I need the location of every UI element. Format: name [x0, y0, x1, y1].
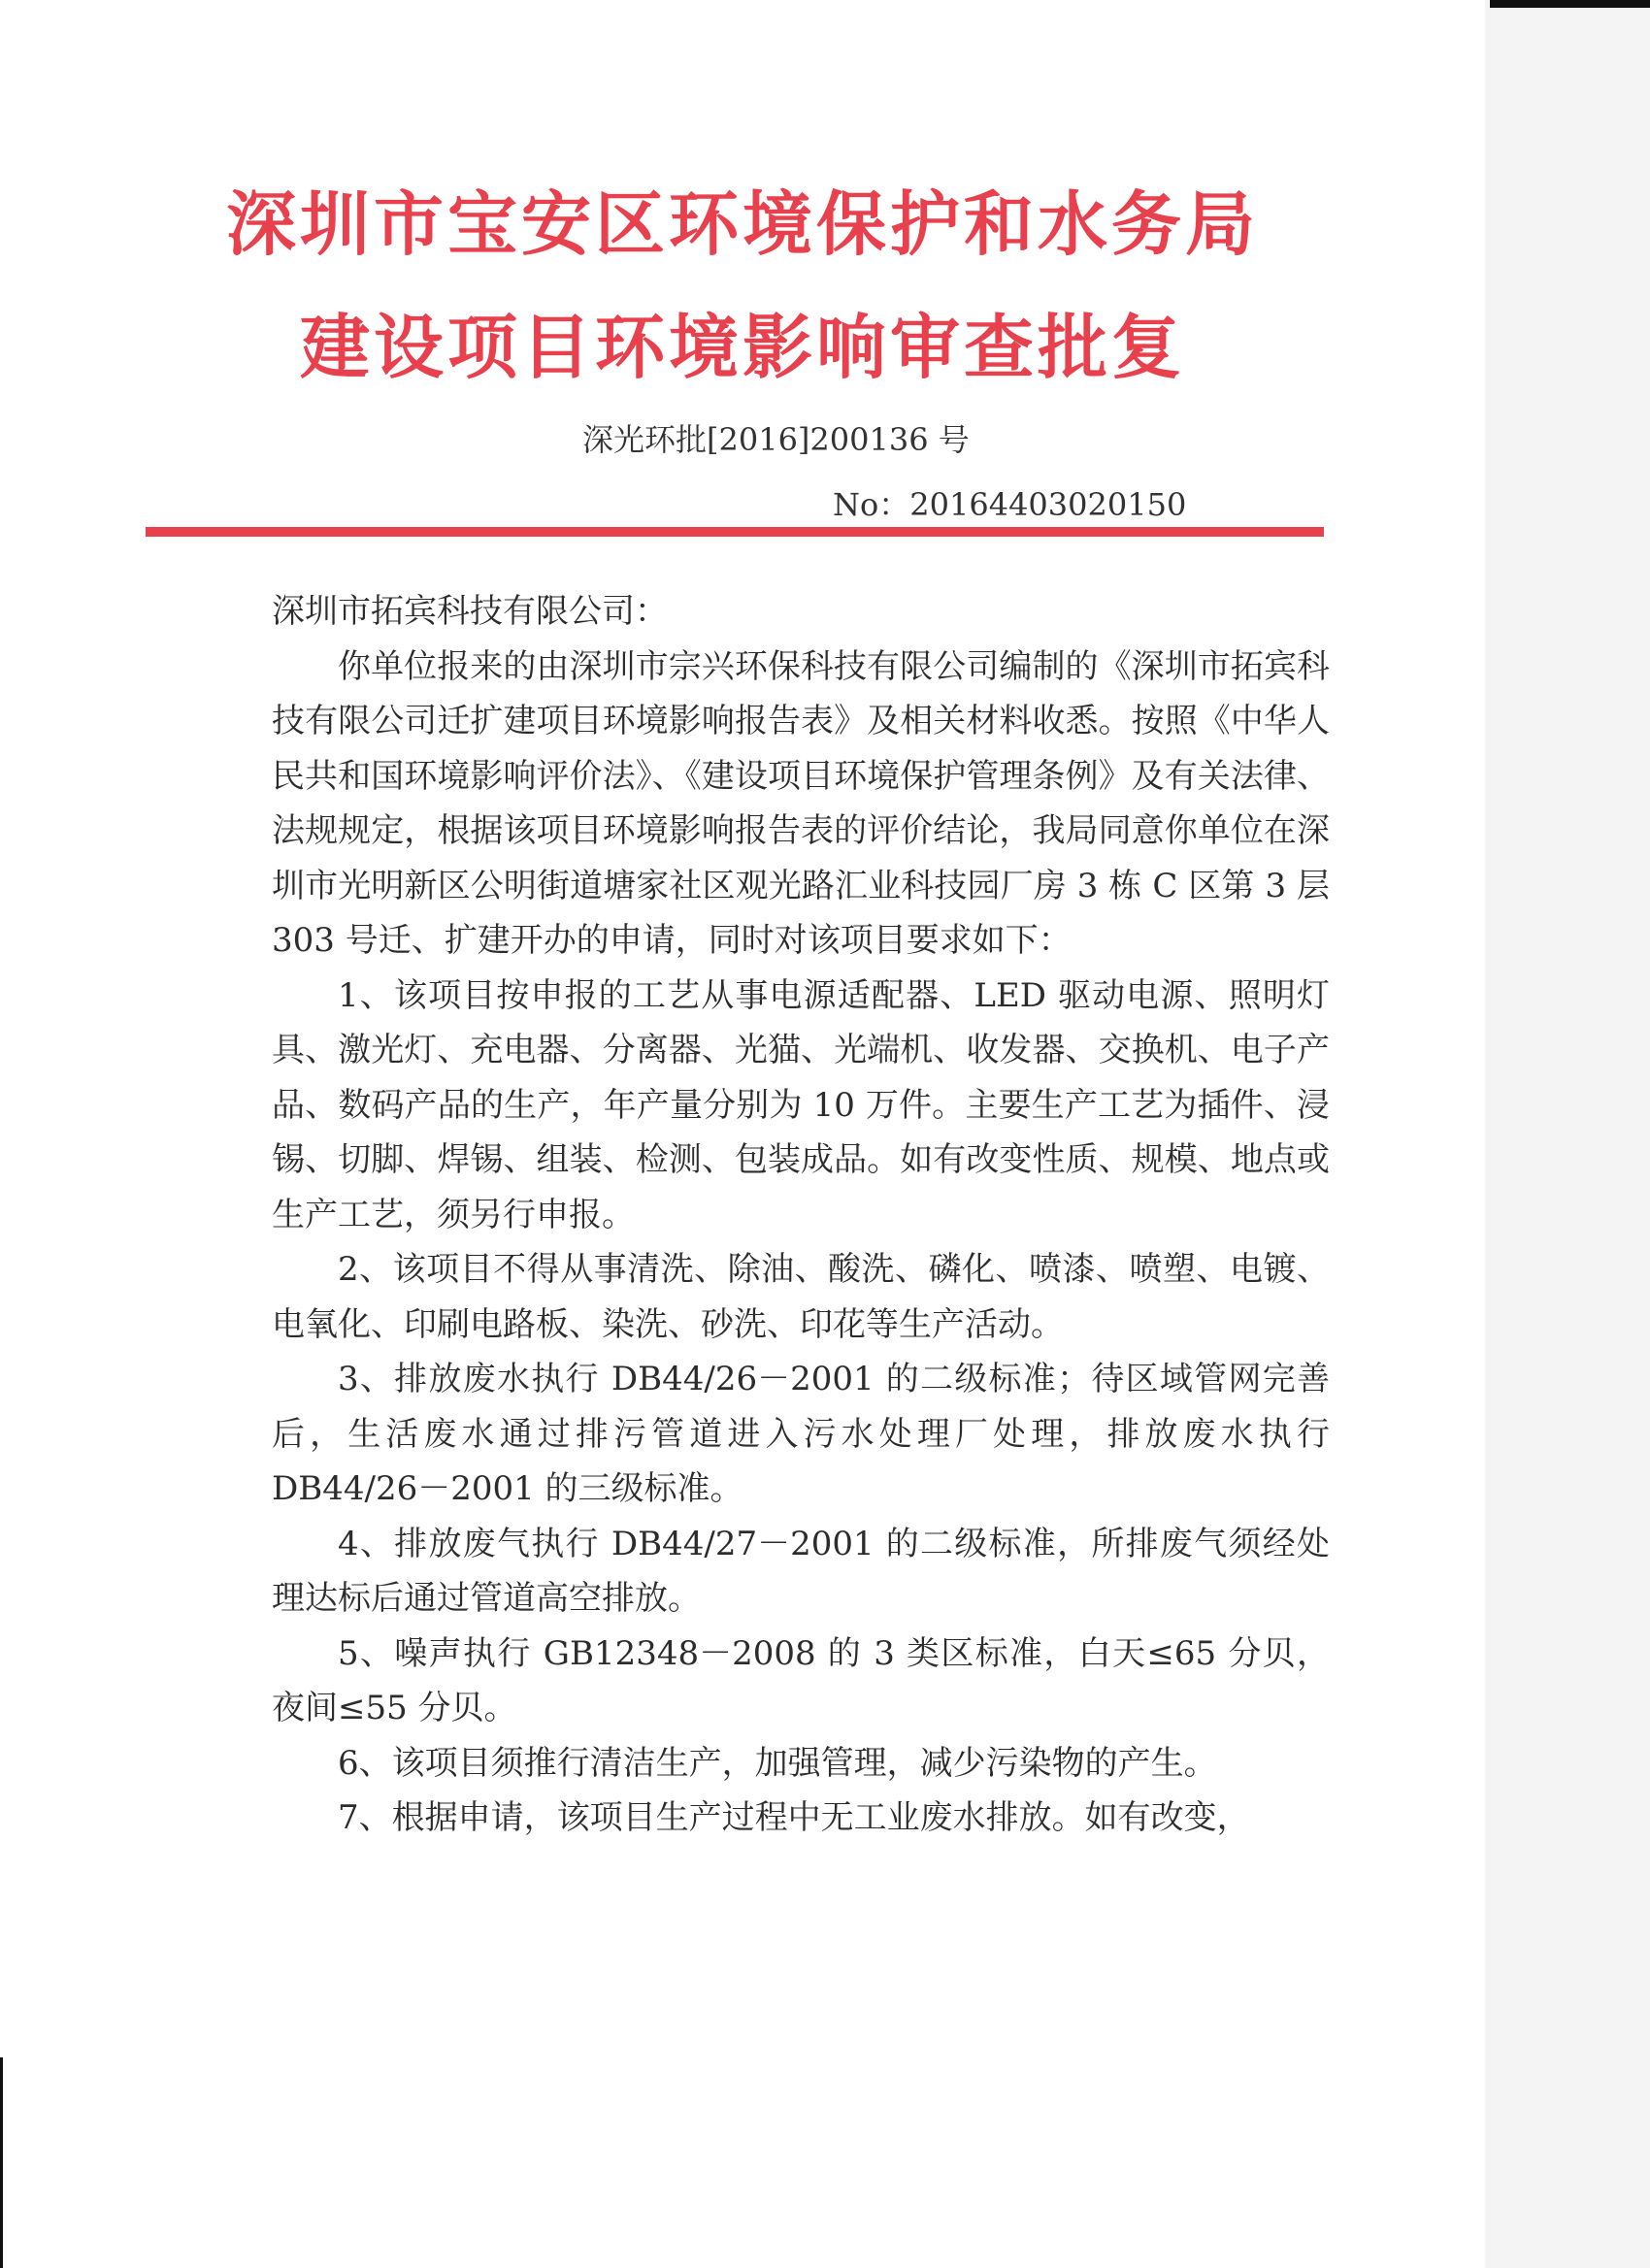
header-divider	[146, 527, 1324, 537]
addressee: 深圳市拓宾科技有限公司：	[272, 592, 668, 631]
intro-paragraph: 你单位报来的由深圳市宗兴环保科技有限公司编制的《深圳市拓宾科技有限公司迁扩建项目环境影响报告表》及相关材料收悉。按照《中华人民共和国环境影响评价法》、《建设项目环境保护管理条例》及有关法律、法规规定，根据该项目环境影响报告表的评价结论，我局同意你单位在深圳市光明新区公明街道塘家社区观光路汇业科技园厂房 3 栋 C 区第 3 层 303 号迁、扩建开办的申请，同时对该项目要求如下：	[272, 646, 1330, 960]
serial-number: No：20164403020150	[833, 486, 1187, 523]
requirement-7: 7、根据申请，该项目生产过程中无工业废水排放。如有改变，	[338, 1798, 1250, 1837]
document-title-line-1: 深圳市宝安区环境保护和水务局	[225, 183, 1259, 265]
scan-border-mark-bottom	[0, 2057, 3, 2268]
requirement-4: 4、排放废气执行 DB44/27－2001 的二级标准，所排废气须经处理达标后通过管道高空排放。	[272, 1524, 1330, 1618]
requirement-2: 2、该项目不得从事清洗、除油、酸洗、磷化、喷漆、喷塑、电镀、电氧化、印刷电路板、染洗、砂洗、印花等生产活动。	[272, 1250, 1330, 1344]
scan-border-mark-top	[1490, 0, 1650, 8]
requirement-5: 5、噪声执行 GB12348－2008 的 3 类区标准，白天≤65 分贝，夜间≤55 分贝。	[272, 1633, 1330, 1727]
document-title-line-2: 建设项目环境影响审查批复	[299, 307, 1185, 388]
requirement-3: 3、排放废水执行 DB44/26－2001 的二级标准；待区域管网完善后，生活废水通过排污管道进入污水处理厂处理，排放废水执行 DB44/26－2001 的三级标准。	[272, 1360, 1330, 1508]
letter-body	[272, 584, 1330, 1846]
scan-shadow-edge	[1485, 0, 1650, 2268]
requirement-6: 6、该项目须推行清洁生产，加强管理，减少污染物的产生。	[338, 1743, 1217, 1783]
approval-document-number: 深光环批[2016]200136 号	[582, 421, 970, 458]
requirement-1: 1、该项目按申报的工艺从事电源适配器、LED 驱动电源、照明灯具、激光灯、充电器、分离器、光猫、光端机、收发器、交换机、电子产品、数码产品的生产，年产量分别为 10 万件。主要生产工艺为插件、浸锡、切脚、焊锡、组装、检测、包装成品。如有改变性质、规模、地点或生产工艺，须另行申报。	[272, 975, 1330, 1234]
